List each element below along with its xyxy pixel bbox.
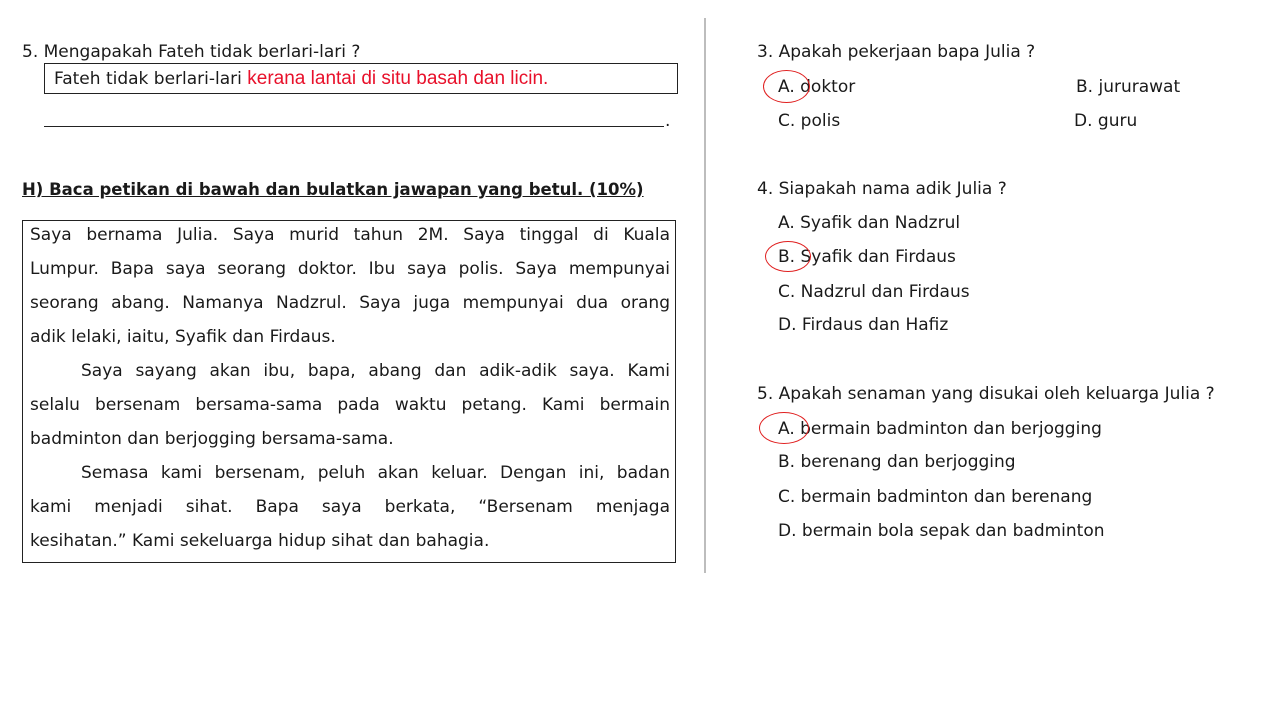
passage-line-4: adik lelaki, iaitu, Syafik dan Firdaus. bbox=[30, 327, 336, 347]
column-divider bbox=[704, 18, 706, 573]
q3-option-b[interactable]: B. jururawat bbox=[1076, 77, 1181, 97]
q4-question: 4. Siapakah nama adik Julia ? bbox=[757, 179, 1007, 199]
q5-question: 5. Apakah senaman yang disukai oleh keluarga Julia ? bbox=[757, 384, 1215, 404]
passage-line-10: kesihatan.” Kami sekeluarga hidup sihat dan bahagia. bbox=[30, 531, 490, 551]
q5-answer-lead: Fateh tidak berlari-lari bbox=[54, 69, 248, 89]
section-h-heading: H) Baca petikan di bawah dan bulatkan jawapan yang betul. (10%) bbox=[22, 180, 644, 199]
q5-answer-text bbox=[54, 69, 548, 89]
passage-line-6: selalu bersenam bersama-sama pada waktu petang. Kami bermain bbox=[30, 395, 670, 415]
q5-option-d[interactable]: D. bermain bola sepak dan badminton bbox=[778, 521, 1105, 541]
q3-answer-circle bbox=[763, 70, 810, 103]
q3-option-a[interactable]: A. doktor bbox=[778, 77, 856, 97]
q4-option-a[interactable]: A. Syafik dan Nadzrul bbox=[778, 213, 961, 233]
q3-option-d[interactable]: D. guru bbox=[1074, 111, 1138, 131]
passage-box bbox=[22, 220, 676, 563]
q5-left-question: 5. Mengapakah Fateh tidak berlari-lari ? bbox=[22, 42, 361, 62]
passage-line-9: kami menjadi sihat. Bapa saya berkata, “Bersenam menjaga bbox=[30, 497, 670, 517]
q5-option-b[interactable]: B. berenang dan berjogging bbox=[778, 452, 1016, 472]
q5-answer-red: kerana lantai di situ basah dan licin. bbox=[247, 68, 549, 89]
q5-option-a[interactable]: A. bermain badminton dan berjogging bbox=[778, 419, 1102, 439]
q5-answer-box bbox=[44, 63, 678, 94]
q4-option-b[interactable]: B. Syafik dan Firdaus bbox=[778, 247, 956, 267]
answer-blank-line bbox=[44, 126, 664, 127]
q5-answer-circle bbox=[759, 412, 809, 444]
passage-line-1: Saya bernama Julia. Saya murid tahun 2M. Saya tinggal di Kuala bbox=[30, 225, 670, 245]
passage-line-5: Saya sayang akan ibu, bapa, abang dan adik-adik saya. Kami bbox=[81, 361, 670, 381]
q4-option-c[interactable]: C. Nadzrul dan Firdaus bbox=[778, 282, 970, 302]
answer-line-period: . bbox=[665, 111, 671, 131]
passage-line-8: Semasa kami bersenam, peluh akan keluar. Dengan ini, badan bbox=[81, 463, 670, 483]
passage-line-7: badminton dan berjogging bersama-sama. bbox=[30, 429, 394, 449]
passage-line-3: seorang abang. Namanya Nadzrul. Saya juga mempunyai dua orang bbox=[30, 293, 670, 313]
q3-question: 3. Apakah pekerjaan bapa Julia ? bbox=[757, 42, 1036, 62]
passage-line-2: Lumpur. Bapa saya seorang doktor. Ibu saya polis. Saya mempunyai bbox=[30, 259, 670, 279]
q4-answer-circle bbox=[765, 241, 811, 272]
q4-option-d[interactable]: D. Firdaus dan Hafiz bbox=[778, 315, 949, 335]
q3-option-c[interactable]: C. polis bbox=[778, 111, 841, 131]
q5-option-c[interactable]: C. bermain badminton dan berenang bbox=[778, 487, 1093, 507]
